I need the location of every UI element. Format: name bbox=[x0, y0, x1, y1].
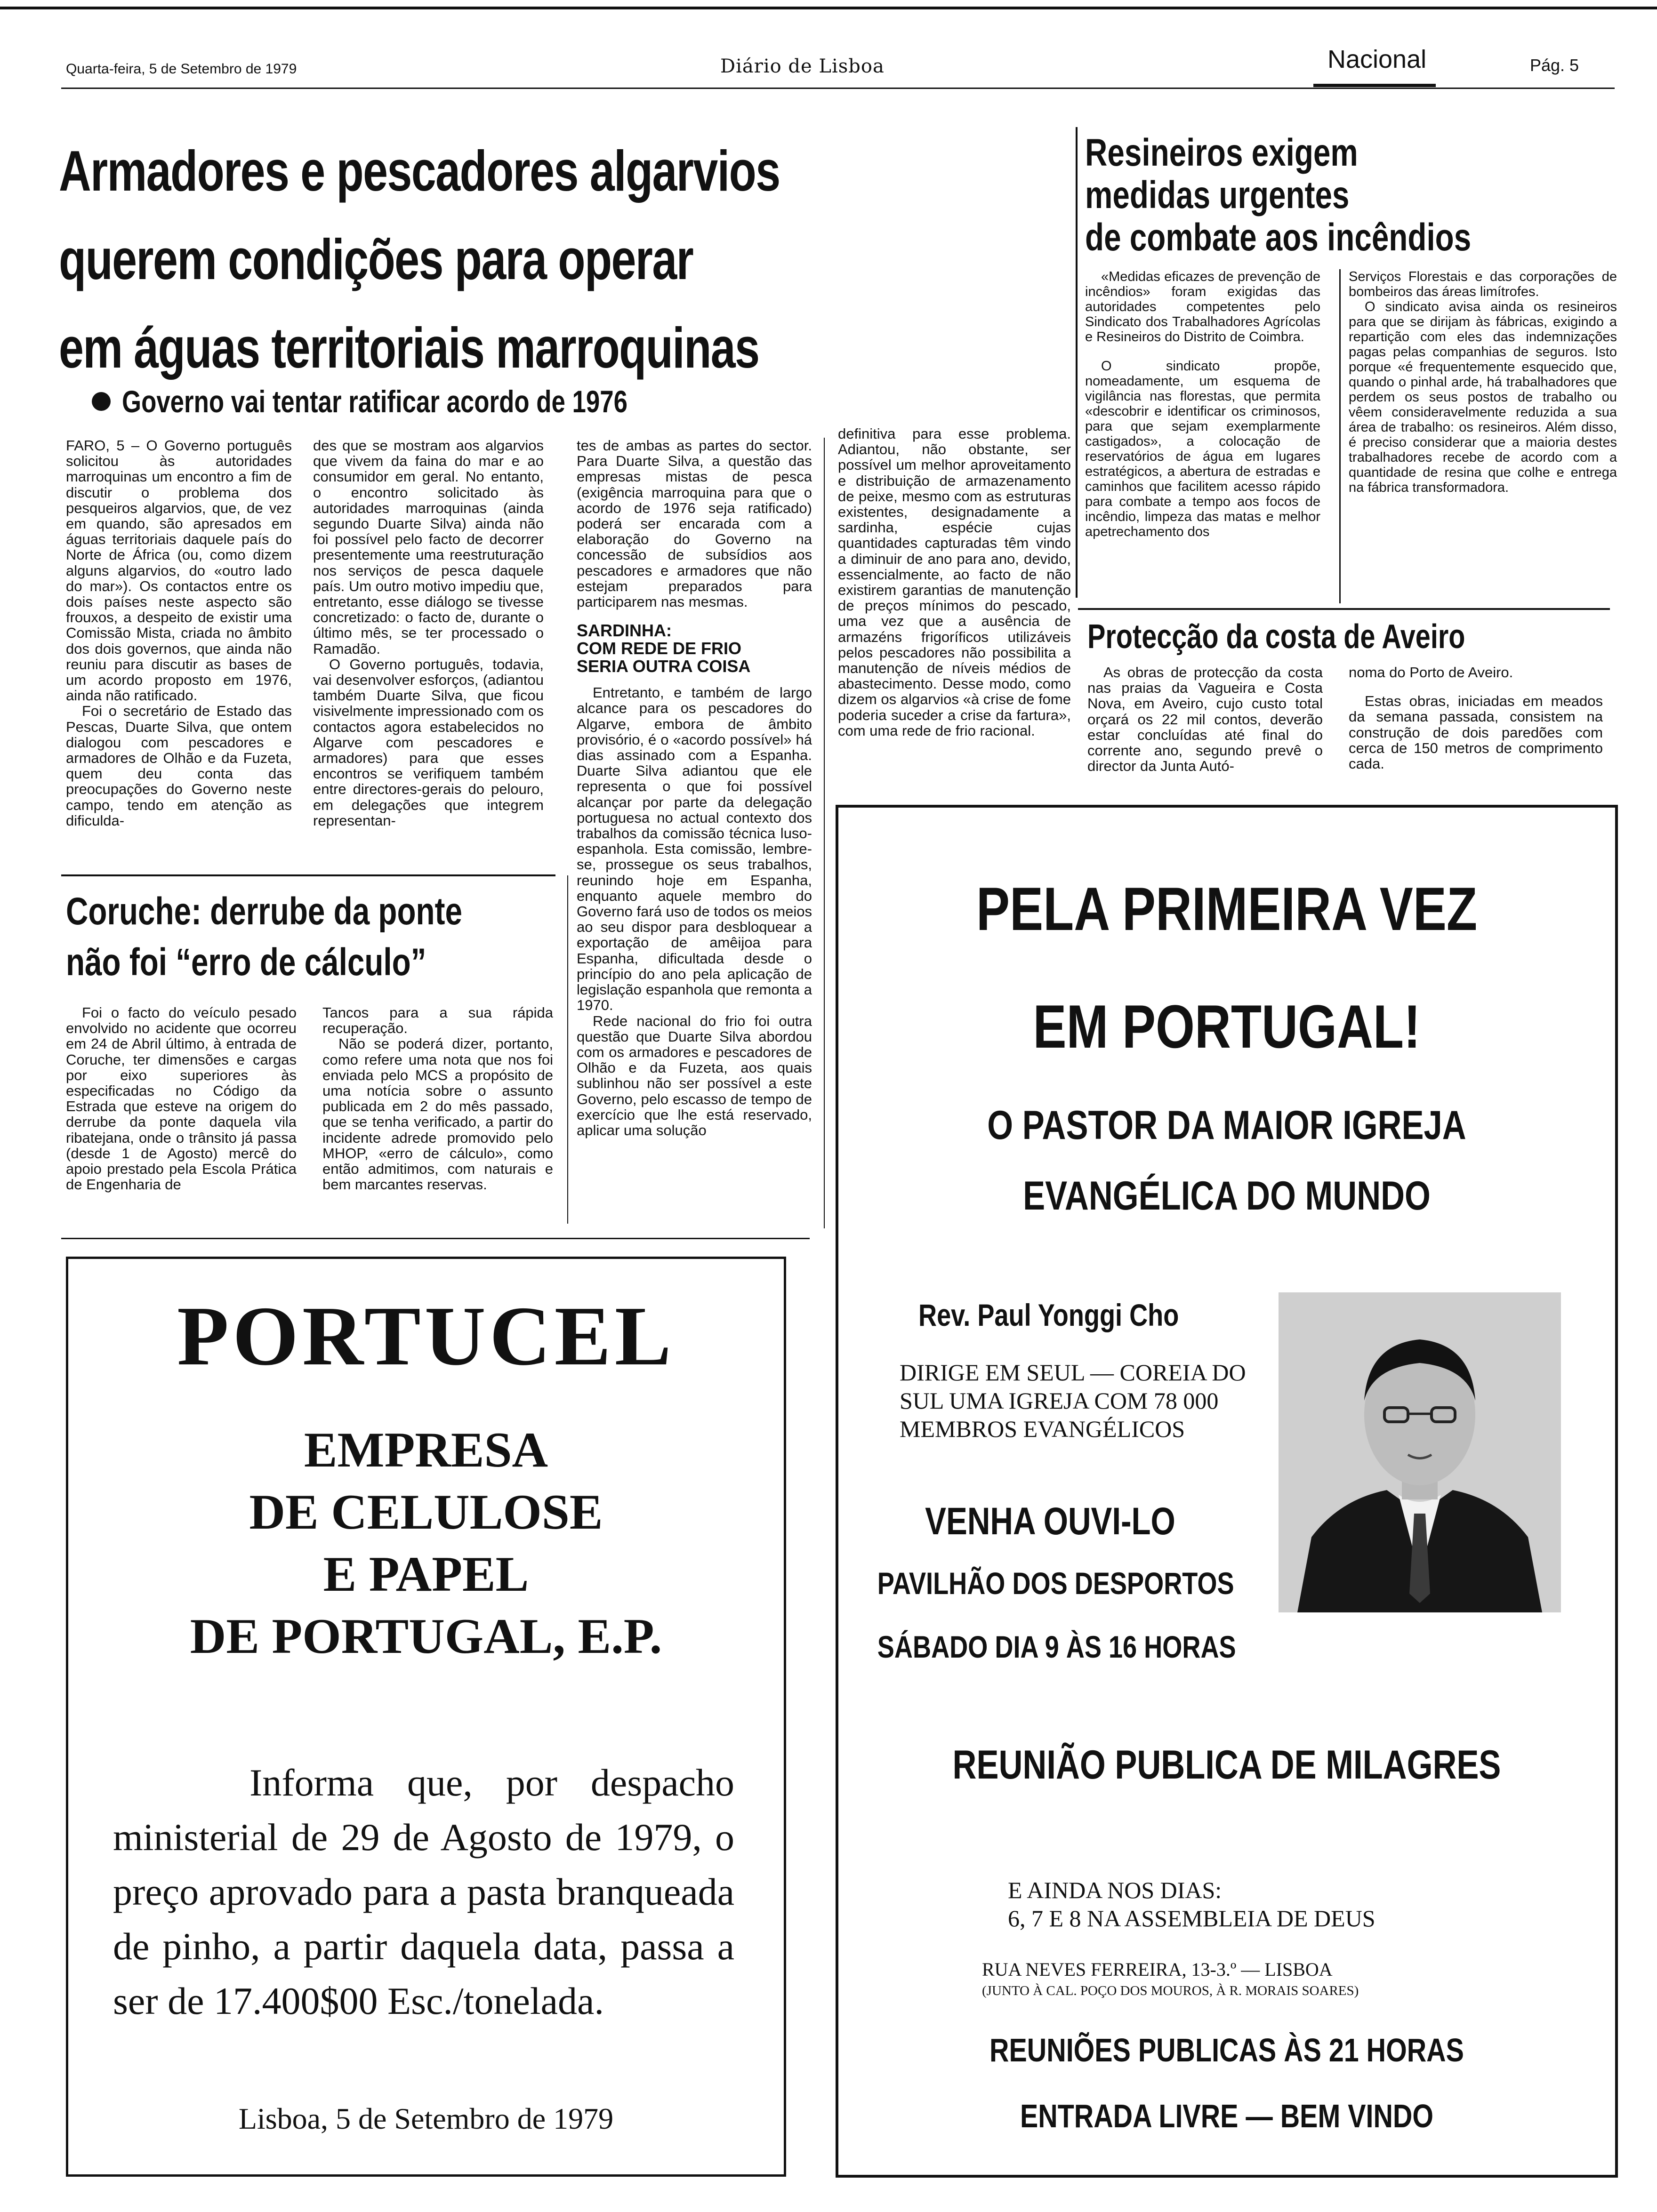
paragraph: Tancos para a sua rápida recuperação. bbox=[322, 1005, 553, 1037]
church-headline-line: PELA PRIMEIRA VEZ bbox=[976, 874, 1478, 943]
sardinha-subhead-line: SERIA OUTRA COISA bbox=[577, 657, 751, 676]
section-underline bbox=[1313, 84, 1436, 87]
pastor-portrait bbox=[1279, 1292, 1561, 1612]
section-divider bbox=[61, 1238, 810, 1239]
issue-date: Quarta-feira, 5 de Setembro de 1979 bbox=[66, 61, 297, 77]
main-story-col-1 bbox=[66, 438, 292, 861]
portucel-signoff: Lisboa, 5 de Setembro de 1979 bbox=[238, 2102, 614, 2135]
church-call: VENHA OUVI-LO bbox=[925, 1500, 1175, 1543]
portucel-name: PORTUCEL bbox=[177, 1289, 675, 1383]
main-story-col-3 bbox=[577, 438, 812, 1228]
church-more-dates bbox=[1008, 1876, 1375, 1932]
resineiros-headline-line: medidas urgentes bbox=[1085, 174, 1350, 216]
bullet-icon bbox=[92, 392, 111, 411]
main-subhead bbox=[92, 384, 754, 419]
coruche-headline-line: Coruche: derrube da ponte bbox=[66, 890, 462, 933]
paragraph: O sindicato propõe, nomeadamente, um esquema de vigilância nas florestas, que permita «descobrir e identificar os criminosos, para que sejam exemplarmente castigados», a colocação de reservatórios de água em lugares estratégicos, a abertura de estradas e caminhos que facilitem acesso rápido para combate a tempo aos focos de incêndio, limpeza das matas e melhor apetrechamento dos bbox=[1085, 359, 1320, 539]
paragraph: des que se mostram aos algarvios que vivem da faina do mar e ao consumidor em geral. No entanto, o encontro solicitado às autoridades marroquinas (ainda segundo Duarte Silva) ainda não foi possível pelo facto de decorrer presentemente uma reestruturação nos serviços de pesca daquele país. Um outro motivo impediu que, entretanto, esse diálogo se tivesse concretizado: o facto de, durante o último mês, se ter processado o Ramadão. bbox=[313, 438, 544, 657]
church-when: SÁBADO DIA 9 ÀS 16 HORAS bbox=[877, 1629, 1236, 1664]
paragraph: O sindicato avisa ainda os resineiros para que se dirijam às fábricas, exigindo a repartição com eles das indemnizações pagas pelas companhias de seguros. Isto porque «é frequentemente esquecido que, quando o pinhal arde, há trabalhadores que perdem os seus postos de trabalho ou vêem consideravelmente reduzida a sua área de trabalho: os resineiros. Além disso, é preciso considerar que a maioria destes trabalhadores recebe de acordo com a quantidade de resina que colhe e entrega na fábrica transformadora. bbox=[1349, 299, 1617, 495]
paragraph: definitiva para esse problema. Adiantou, não obstante, ser possível um melhor aproveitamento e distribuição de armazenamento de peixe, mesmo com as estruturas existentes, designadamente a sardinha, espécie cujas quantidades capturadas têm vindo a diminuir de ano para ano, devido, essencialmente, ao facto de não existirem garantias de manutenção de preços mínimos do pescado, uma vez que a ausência de armazéns frigoríficos utilizáveis pelos pescadores não possibilita a manutenção de níveis médios de abastecimento. Desse modo, como dizem os algarvios «à crise de fome poderia suceder a crise da fartura», com uma rede de frio racional. bbox=[838, 426, 1071, 739]
main-story-col-4 bbox=[838, 426, 1071, 793]
paragraph: O Governo português, todavia, vai desenvolver esforços, (adiantou também Duarte Silva, que ficou visivelmente impressionado com os contactos agora estabelecidos no Algarve com pescadores e armadores) para que esses encontros se verifiquem também entre directores-gerais do pelouro, em delegações que integrem representan- bbox=[313, 656, 544, 829]
portucel-company-line: EMPRESA bbox=[304, 1422, 548, 1477]
sardinha-subhead-line: SARDINHA: bbox=[577, 621, 672, 641]
page-number: Pág. 5 bbox=[1530, 56, 1579, 75]
main-story-col-2 bbox=[313, 438, 544, 861]
paragraph: As obras de protecção da costa nas praias da Vagueira e Costa Nova, em Aveiro, cujo custo total orçará os 22 mil contos, deverão estar concluídas até final do corrente ano, segundo prevê o director da Junta Autó- bbox=[1087, 665, 1323, 775]
section-label: Nacional bbox=[1327, 45, 1427, 73]
paragraph: Não se poderá dizer, portanto, como refere uma nota que nos foi enviada pelo MCS a propósito de uma notícia sobre o assunto publicada em 2 do mês passado, que se tenha verificado, a partir do incidente adrede promovido pelo MHOP, «erro de cálculo», como então admitimos, com naturais e bem marcantes reservas. bbox=[322, 1035, 553, 1193]
aveiro-headline: Protecção da costa de Aveiro bbox=[1087, 618, 1465, 656]
header-rule bbox=[61, 88, 1615, 89]
church-more-dates-line: 6, 7 E 8 NA ASSEMBLEIA DE DEUS bbox=[1008, 1905, 1375, 1931]
portucel-body: Informa que, por despacho ministerial de 29 de Agosto de 1979, o preço aprovado para a pasta branqueada de pinho, a partir daquela data, passa a ser de 17.400$00 Esc./tonelada. bbox=[113, 1761, 734, 2022]
church-address: RUA NEVES FERREIRA, 13-3.º — LISBOA bbox=[982, 1959, 1333, 1980]
paragraph: Foi o secretário de Estado das Pescas, Duarte Silva, que ontem dialogou com pescadores e armadores de Olhão e da Fuzeta, quem deu conta das preocupações do Governo neste campo, tendo em atenção as dificulda- bbox=[66, 703, 292, 829]
column-separator bbox=[824, 438, 825, 1228]
church-pastor-line-text: EVANGÉLICA DO MUNDO bbox=[1023, 1173, 1431, 1218]
masthead: Diário de Lisboa bbox=[720, 56, 885, 77]
resineiros-side-rule bbox=[1076, 127, 1078, 598]
coruche-col-2 bbox=[322, 1005, 553, 1226]
church-entry: ENTRADA LIVRE — BEM VINDO bbox=[1020, 2098, 1434, 2134]
church-pastor-line-text: O PASTOR DA MAIOR IGREJA bbox=[987, 1103, 1466, 1148]
portucel-company-line: E PAPEL bbox=[323, 1547, 529, 1602]
portucel-company bbox=[68, 1419, 784, 1667]
paragraph: «Medidas eficazes de prevenção de incêndios» foram exigidas das autoridades competentes pelo Sindicato dos Trabalhadores Agrícolas e Resineiros do Distrito de Coimbra. bbox=[1085, 269, 1320, 345]
pastor-description-line: DIRIGE EM SEUL — COREIA DO bbox=[900, 1359, 1246, 1386]
church-headline-line: EM PORTUGAL! bbox=[1033, 992, 1421, 1061]
resineiros-headline-line: Resineiros exigem bbox=[1085, 131, 1358, 174]
church-time: REUNIÕES PUBLICAS ÀS 21 HORAS bbox=[989, 2032, 1464, 2068]
top-border bbox=[0, 7, 1657, 9]
main-headline-line: Armadores e pescadores algarvios bbox=[59, 139, 780, 203]
resineiros-headline-line: de combate aos incêndios bbox=[1085, 216, 1472, 259]
aveiro-col-2 bbox=[1349, 665, 1603, 792]
paragraph: Rede nacional do frio foi outra questão que Duarte Silva abordou com os armadores e pescadores de Olhão e da Fuzeta, aos quais sublinhou não ser possível a este Governo, pelo escasso de tempo de exercício que lhe está reservado, aplicar uma solução bbox=[577, 1012, 812, 1138]
portucel-company-line: DE CELULOSE bbox=[249, 1484, 603, 1539]
pastor-photo bbox=[1279, 1292, 1561, 1612]
resineiros-bottom-rule bbox=[1078, 608, 1610, 610]
main-headline bbox=[59, 136, 983, 382]
coruche-col-1 bbox=[66, 1005, 297, 1226]
paragraph: Estas obras, iniciadas em meados da semana passada, consistem na construção de dois paredões com cerca de 150 metros de comprimento cada. bbox=[1349, 693, 1603, 772]
sardinha-subhead-line: COM REDE DE FRIO bbox=[577, 639, 742, 658]
resineiros-col-2 bbox=[1349, 269, 1617, 603]
main-subhead-text: Governo vai tentar ratificar acordo de 1976 bbox=[122, 384, 628, 419]
main-headline-line: em águas territoriais marroquinas bbox=[59, 316, 759, 380]
aveiro-col-1 bbox=[1087, 665, 1323, 792]
church-venue: PAVILHÃO DOS DESPORTOS bbox=[877, 1566, 1234, 1601]
resineiros-column-rule bbox=[1339, 269, 1341, 603]
portucel-company-line: DE PORTUGAL, E.P. bbox=[190, 1609, 662, 1664]
portucel-ad bbox=[66, 1257, 786, 2177]
paragraph: Entretanto, e também de largo alcance para os pescadores do Algarve, embora de âmbito provisório, é o «acordo possível» há dias assinado com a Espanha. Duarte Silva adiantou que ele representa o que foi possível alcançar por parte da delegação portuguesa no actual contexto dos trabalhos da comissão técnica luso-espanhola. Esta comissão, lembre-se, prossegue os seus trabalhos, reunindo hoje em Espanha, enquanto aquele membro do Governo fará uso de todos os meios ao seu dispor para desbloquear a exportação de amêijoa para Espanha, dificultada desde o princípio do ano pela aplicação de legislação espanhola que remonta a 1970. bbox=[577, 684, 812, 1014]
church-ad bbox=[836, 805, 1618, 2178]
coruche-top-rule bbox=[61, 874, 555, 876]
paragraph: Foi o facto do veículo pesado envolvido no acidente que ocorreu em 24 de Abril último, à entrada de Coruche, ter dimensões e cargas por eixo superiores às especificadas no Código da Estrada que esteve na origem do derrube da ponte daquela vila ribatejana, onde o trânsito já passa (desde 1 de Agosto) mercê do apoio prestado pela Escola Prática de Engenharia de bbox=[66, 1005, 297, 1193]
church-more-dates-line: E AINDA NOS DIAS: bbox=[1008, 1877, 1222, 1903]
sardinha-subhead bbox=[577, 622, 812, 675]
church-headline bbox=[838, 850, 1615, 1085]
pastor-description-line: MEMBROS EVANGÉLICOS bbox=[900, 1416, 1185, 1442]
church-pastor-line bbox=[838, 1090, 1615, 1231]
church-meeting: REUNIÃO PUBLICA DE MILAGRES bbox=[952, 1742, 1501, 1787]
coruche-headline-line: não foi “erro de cálculo” bbox=[66, 941, 426, 984]
pastor-name: Rev. Paul Yonggi Cho bbox=[918, 1298, 1179, 1332]
paragraph: Serviços Florestais e das corporações de bombeiros das áreas limítrofes. bbox=[1349, 269, 1617, 299]
resineiros-col-1 bbox=[1085, 269, 1320, 603]
coruche-headline bbox=[66, 890, 561, 985]
pastor-description bbox=[900, 1358, 1246, 1443]
church-address-note: (JUNTO À CAL. POÇO DOS MOUROS, À R. MORAIS SOARES) bbox=[982, 1983, 1359, 1998]
paragraph: tes de ambas as partes do sector. Para Duarte Silva, a questão das empresas mistas de pesca (exigência marroquina para que o acordo de 1976 seja ratificado) poderá ser encarada com a elaboração do Governo na concessão de subsídios aos pescadores e armadores que não estejam preparados para participarem nas mesmas. bbox=[577, 438, 812, 610]
resineiros-headline bbox=[1085, 132, 1568, 259]
paragraph: noma do Porto de Aveiro. bbox=[1349, 665, 1513, 681]
main-headline-line: querem condições para operar bbox=[59, 227, 693, 291]
paragraph: FARO, 5 – O Governo português solicitou às autoridades marroquinas um encontro a fim de discutir o problema dos pesqueiros algarvios, que, de vez em quando, são apresados em águas territoriais daquele país do Norte de África (ou, como dizem alguns algarvios, do «outro lado do mar»). Os contactos entre os dois países neste aspecto são frouxos, a despeito de existir uma Comissão Mista, criada no âmbito dos dois governos, que ainda não reuniu para discutir as bases de um acordo proposto em 1976, ainda não ratificado. bbox=[66, 438, 292, 704]
column-separator bbox=[567, 875, 568, 1224]
pastor-description-line: SUL UMA IGREJA COM 78 000 bbox=[900, 1387, 1219, 1414]
